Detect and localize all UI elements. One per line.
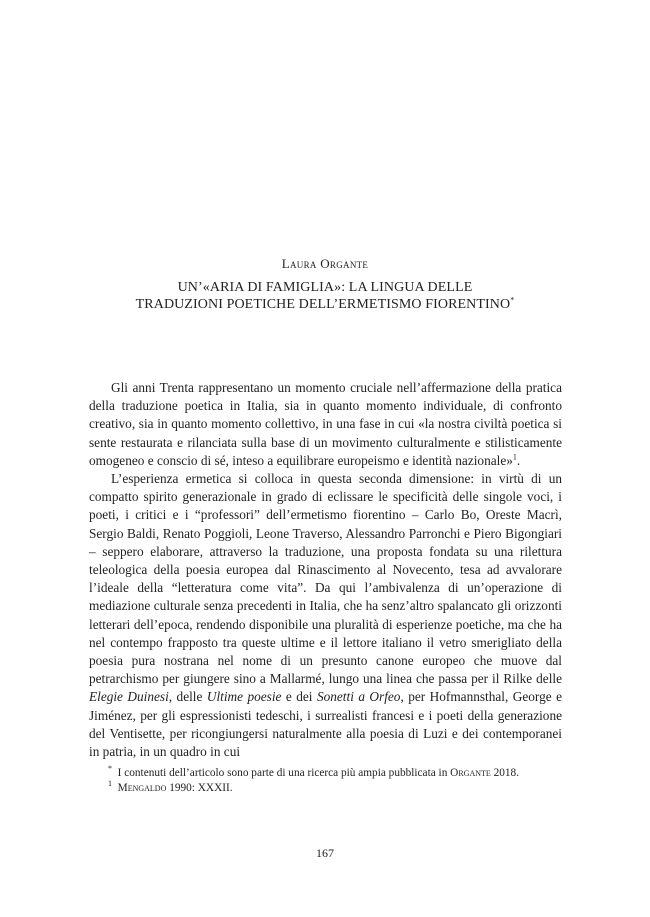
article-body	[89, 379, 562, 761]
page-number: 167	[316, 846, 334, 860]
footnote-star-marker: *	[108, 764, 112, 774]
author-name: Laura Organte	[281, 256, 369, 271]
italic-title-elegie: Elegie Duinesi	[89, 689, 169, 705]
title-line-2: TRADUZIONI POETICHE DELL’ERMETISMO FIORENTINO	[135, 297, 511, 312]
italic-title-ultime-poesie: Ultime poesie	[206, 689, 282, 705]
paragraph-1-end: .	[516, 452, 521, 468]
footnote-1	[108, 781, 568, 796]
footnotes	[108, 766, 568, 796]
paragraph-2-part-b: , delle	[168, 689, 207, 705]
paragraph-2-part-c: e dei	[281, 689, 317, 705]
footnote-star	[108, 766, 568, 781]
paragraph-1	[89, 379, 562, 470]
italic-title-sonetti: Sonetti a Orfeo	[316, 689, 401, 705]
title-footnote-marker: *	[510, 295, 515, 305]
footnote-1-marker: 1	[108, 779, 112, 789]
paragraph-2	[89, 470, 562, 761]
paragraph-2-part-d: , per Hofmannsthal, George e Jiménez, per gli espressionisti tedeschi, i surrealisti francesi e i poeti della generazione del Ventisette, per ricongiungersi naturalmente alla poesia di Luzi e dei contemporanei in patria, in un quadro in cui	[89, 689, 562, 760]
footnote-1-author: Mengaldo	[117, 782, 167, 794]
footnote-1-rest: 1990: XXXII.	[169, 782, 233, 794]
footnote-ref-1: 1	[512, 452, 517, 462]
paragraph-2-part-a: L’esperienza ermetica si colloca in questa seconda dimensione: in virtù di un compatto spirito generazionale in grado di eclissare le specificità delle singole voci, i poeti, i critici e i “professori” dell’ermetismo fiorentino – Carlo Bo, Oreste Macrì, Sergio Baldi, Renato Poggioli, Leone Traverso, Alessandro Parronchi e Piero Bigongiari – seppero elaborare, attraverso la traduzione, una proposta fondata su una rilettura teleologica della poesia europea dal Rinascimento al Novecento, tesa ad avvalorare l’ideale della “letteratura come vita”. Da qui l’ambivalenza di un’operazione di mediazione culturale senza precedenti in Italia, che ha senz’altro spalancato gli orizzonti letterari dell’epoca, rendendo disponibile una pluralità di esperienze poetiche, ma che ha nel contempo frapposto tra queste ultime e il lettore italiano il vetro smerigliato della poesia pura nostrana nel nome di un presunto canone europeo che muove dal petrarchismo per giungere sino a Mallarmé, lungo una linea che passa per il Rilke delle	[89, 471, 562, 687]
footnote-star-author: Organte	[450, 767, 491, 779]
paragraph-1-text: Gli anni Trenta rappresentano un momento cruciale nell’affermazione della pratica della traduzione poetica in Italia, sia in quanto momento individuale, di confronto creativo, sia in quanto momento collettivo, in una fase in cui «la nostra civiltà poetica si sente restaurata e rilanciata sulla base di un movimento culturalmente e stilisticamente omogeneo e conscio di sé, inteso a equilibrare europeismo e identità nazionale»	[89, 380, 562, 468]
title-line-1: UN’«ARIA DI FAMIGLIA»: LA LINGUA DELLE	[177, 280, 473, 295]
article-title	[80, 279, 570, 313]
footnote-star-text: I contenuti dell’articolo sono parte di una ricerca più ampia pubblicata in	[117, 767, 448, 779]
footnote-star-year: 2018.	[493, 767, 520, 779]
